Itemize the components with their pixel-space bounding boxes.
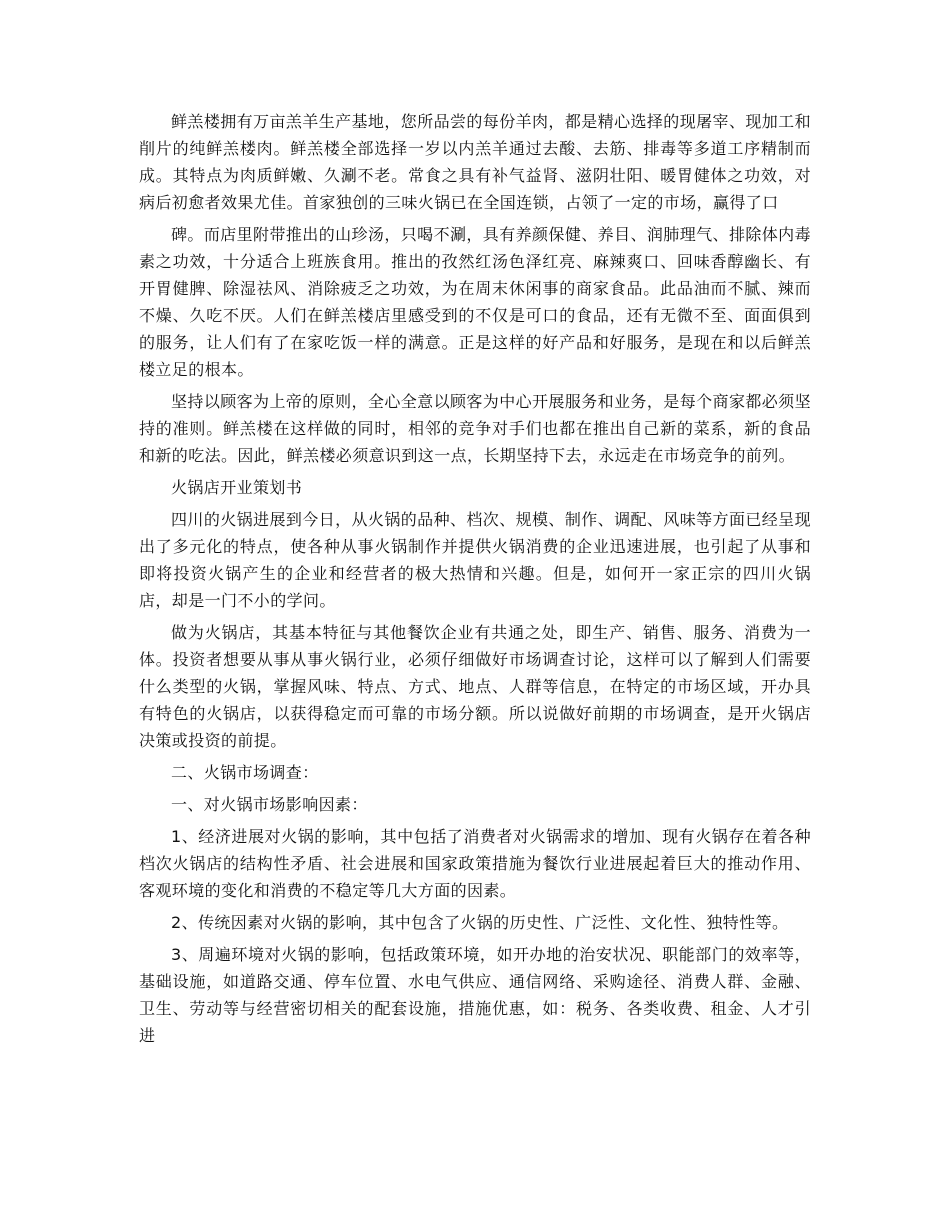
list-item-traditional-factor: 2、传统因素对火锅的影响，其中包含了火锅的历史性、广泛性、文化性、独特性等。 [171, 913, 789, 932]
heading-influencing-factors: 一、对火锅市场影响因素： [171, 795, 368, 814]
paragraph-soup-and-service: 碑。而店里附带推出的山珍汤，只喝不涮，具有养颜保健、养目、润肺理气、排除体内毒素之功效，十分适合上班族食用。推出的孜然红汤色泽红亮、麻辣爽口、回味香醇幽长、有开胃健脾、除湿祛风、消除疲乏之功效，为在周末休闲事的商家食品。此品油而不腻、辣而不燥、久吃不厌。人们在鲜羔楼店里感受到的不仅是可口的食品，还有无微不至、面面俱到的服务，让人们有了在家吃饭一样的满意。正是这样的好产品和好服务，是现在和以后鲜羔楼立足的根本。 [139, 225, 811, 379]
heading-market-survey: 二、火锅市场调查： [171, 763, 319, 782]
document-body [139, 108, 811, 1054]
section-title-opening-plan: 火锅店开业策划书 [171, 478, 303, 497]
paragraph-market-research: 做为火锅店，其基本特征与其他餐饮企业有共通之处，即生产、销售、服务、消费为一体。投资者想要从事从事火锅行业，必须仔细做好市场调查讨论，这样可以了解到人们需要什么类型的火锅，掌握风味、特点、方式、地点、人群等信息，在特定的市场区域，开办具有特色的火锅店，以获得稳定而可靠的市场分额。所以说做好前期的市场调查，是开火锅店决策或投资的前提。 [139, 623, 811, 750]
paragraph-customer-principle: 坚持以顾客为上帝的原则，全心全意以顾客为中心开展服务和业务，是每个商家都必须坚持的准则。鲜羔楼在这样做的同时，相邻的竞争对手们也都在推出自己新的菜系，新的食品和新的吃法。因此，鲜羔楼必须意识到这一点，长期坚持下去，永远走在市场竞争的前列。 [139, 392, 811, 465]
paragraph-sichuan-hotpot: 四川的火锅进展到今日，从火锅的品种、档次、规模、制作、调配、风味等方面已经呈现出了多元化的特点，使各种从事火锅制作并提供火锅消费的企业迅速进展，也引起了从事和即将投资火锅产生的企业和经营者的极大热情和兴趣。但是，如何开一家正宗的四川火锅店，却是一门不小的学问。 [139, 510, 811, 610]
list-item-environment-factor: 3、周遍环境对火锅的影响，包括政策环境，如开办地的治安状况、职能部门的效率等，基础设施，如道路交通、停车位置、水电气供应、通信网络、采购途径、消费人群、金融、卫生、劳动等与经营密切相关的配套设施，措施优惠，如：税务、各类收费、租金、人才引进 [139, 945, 811, 1045]
paragraph-restaurant-intro: 鲜羔楼拥有万亩羔羊生产基地，您所品尝的每份羊肉，都是精心选择的现屠宰、现加工和削片的纯鲜羔楼肉。鲜羔楼全部选择一岁以内羔羊通过去酸、去筋、排毒等多道工序精制而成。其特点为肉质鲜嫩、久涮不老。常食之具有补气益肾、滋阴壮阳、暖胃健体之功效，对病后初愈者效果尤佳。首家独创的三味火锅已在全国连锁，占领了一定的市场，赢得了口 [139, 112, 811, 212]
list-item-economic-factor: 1、经济进展对火锅的影响，其中包括了消费者对火锅需求的增加、现有火锅存在着各种档次火锅店的结构性矛盾、社会进展和国家政策措施为餐饮行业进展起着巨大的推动作用、客观环境的变化和消费的不稳定等几大方面的因素。 [139, 827, 811, 900]
